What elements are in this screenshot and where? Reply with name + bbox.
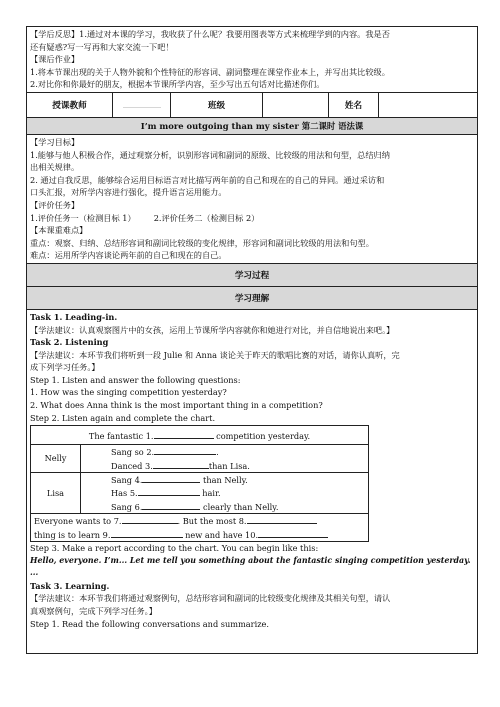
task1-tip: 【学法建议：认真观察图片中的女孩，运用上节课所学内容就你和她进行对比，并自信地说出来吧。】	[30, 324, 395, 335]
section-process-row	[27, 263, 478, 286]
blank-4[interactable]	[142, 473, 200, 483]
chart-last-row	[31, 514, 369, 542]
task3-step1: Step 1. Read the following conversations and summarize.	[30, 618, 269, 629]
goals-cell	[27, 134, 478, 263]
teacher-info-row	[27, 92, 478, 117]
signature-mark	[123, 99, 161, 108]
chart-lisa-label: Lisa	[31, 473, 81, 514]
reflection-text-2: 还有疑惑?写一写再和大家交流一下吧！	[30, 41, 174, 52]
blank-10[interactable]	[258, 528, 328, 538]
lisa-line-2-end: hair.	[199, 488, 221, 499]
keypoints-key: 重点：观察、归纳、总结形容词和副词比较级的变化规律，形容词和副词比较级的用法和句型。	[30, 237, 374, 248]
eval-task-2: 2.评价任务二（检测目标 2）	[153, 212, 260, 223]
task2-tip-2: 成下列学习任务。】	[30, 362, 100, 373]
lisa-line-1: Sang 4.	[111, 475, 143, 486]
task3-tip-2: 真观察例句，完成下列学习任务。】	[30, 606, 157, 617]
section-understanding-row	[27, 286, 478, 309]
keypoints-label: 【本课重难点】	[30, 225, 88, 236]
blank-1[interactable]	[154, 429, 214, 439]
worksheet-page	[26, 26, 477, 654]
blank-6[interactable]	[142, 500, 200, 510]
homework-item-2: 2.对比你和你最好的朋友，根据本节课所学内容，至少写出五句话对比描述你们。	[30, 79, 325, 90]
task2-question-2: 2. What does Anna think is the most important thing in a competition?	[30, 400, 323, 411]
blank-3[interactable]	[153, 459, 209, 469]
homework-item-1: 1.将本节课出现的关于人物外貌和个性特征的形容词、副词整理在课堂作业本上，并写出其比较级。	[30, 66, 390, 77]
lesson-title: I’m more outgoing than my sister 第二课时 语法课	[27, 117, 478, 134]
name-value[interactable]	[379, 92, 478, 117]
goal-1b: 出相关规律。	[30, 162, 80, 173]
task2-tip-1: 【学法建议：本环节我们将听到一段 Julie 和 Anna 谈论关于昨天的歌唱比赛的对话，请你认真听，完	[30, 349, 400, 360]
name-label: 姓名	[329, 92, 379, 117]
last-line-2a: thing is to learn 9.	[34, 529, 111, 540]
worksheet-table	[26, 26, 478, 654]
last-line-1b: . But the most 8.	[177, 516, 247, 527]
nelly-line-2-end: than Lisa.	[208, 460, 250, 471]
lisa-line-2: Has 5.	[111, 488, 138, 499]
step3-text: Step 3. Make a report according to the chart. You can begin like this:	[30, 543, 319, 554]
reflection-label: 【学后反思】	[30, 29, 80, 39]
chart-nelly-cell	[81, 445, 369, 473]
blank-5[interactable]	[138, 486, 200, 496]
task1-title: Task 1. Leading-in.	[30, 311, 118, 322]
lesson-title-row	[27, 117, 478, 134]
chart-lisa-cell	[81, 473, 369, 514]
section-learning-understanding: 学习理解	[27, 286, 478, 309]
eval-task-1: 1.评价任务一（检测目标 1）	[30, 212, 136, 223]
reflection-cell	[27, 27, 478, 93]
task2-step1: Step 1. Listen and answer the following questions:	[30, 374, 241, 385]
goals-row	[27, 134, 478, 263]
tasks-row	[27, 309, 478, 653]
lisa-line-3-end: clearly than Nelly.	[200, 501, 279, 512]
goals-label: 【学习目标】	[30, 136, 80, 147]
class-label: 班级	[171, 92, 263, 117]
task3-title: Task 3. Learning.	[30, 580, 110, 591]
reflection-row	[27, 27, 478, 93]
tasks-cell	[27, 309, 478, 653]
blank-7[interactable]	[122, 514, 178, 524]
chart-row-1-end: competition yesterday.	[213, 430, 311, 441]
last-line-1a: Everyone wants to 7.	[34, 516, 122, 527]
keypoints-difficult: 难点：运用所学内容谈论两年前的自己和现在的自己。	[30, 250, 227, 261]
lisa-line-1-end: than Nelly.	[200, 475, 248, 486]
blank-8[interactable]	[247, 514, 317, 524]
goal-1a: 1.能够与他人积极合作，通过观察分析，识别形容词和副词的原级、比较级的用法和句型，总结归纳	[30, 149, 390, 160]
blank-2[interactable]	[154, 445, 216, 455]
listening-chart	[30, 425, 369, 542]
chart-row-1-text: The fantastic 1.	[88, 430, 154, 441]
task2-title: Task 2. Listening	[30, 337, 109, 348]
last-line-2b: new and have 10.	[182, 529, 259, 540]
eval-label: 【评价任务】	[30, 199, 80, 210]
step3-example: Hello, everyone. I’m... Let me tell you something about the fantastic singing competition yesterday. ...	[30, 555, 471, 578]
teacher-label: 授课教师	[27, 92, 113, 117]
class-value[interactable]	[263, 92, 329, 117]
lisa-line-3: Sang 6.	[111, 501, 143, 512]
blank-9[interactable]	[111, 528, 183, 538]
chart-row-1	[31, 426, 369, 445]
goal-2b: 口头汇报，对所学内容进行强化，提升语言运用能力。	[30, 187, 227, 198]
reflection-text: 1.通过对本课的学习，我收获了什么呢？我要用图表等方式来梳理学到的内容。我是否	[79, 29, 390, 39]
teacher-signature-cell	[113, 92, 171, 117]
nelly-line-2: Danced 3.	[111, 460, 153, 471]
homework-label: 【课后作业】	[30, 54, 80, 65]
chart-nelly-label: Nelly	[31, 445, 81, 473]
task3-tip-1: 【学法建议：本环节我们将通过观察例句，总结形容词和副词的比较级变化规律及其相关句型，请认	[30, 593, 391, 604]
section-learning-process: 学习过程	[27, 263, 478, 286]
task2-question-1: 1. How was the singing competition yesterday?	[30, 387, 227, 398]
nelly-line-1: Sang so 2.	[111, 447, 155, 458]
task2-step2: Step 2. Listen again and complete the chart.	[30, 412, 216, 423]
goal-2a: 2. 通过自我反思，能够综合运用目标语言对比描写两年前的自己和现在的自己的异同。通过采访和	[30, 174, 385, 185]
nelly-line-1-end: .	[216, 447, 219, 458]
